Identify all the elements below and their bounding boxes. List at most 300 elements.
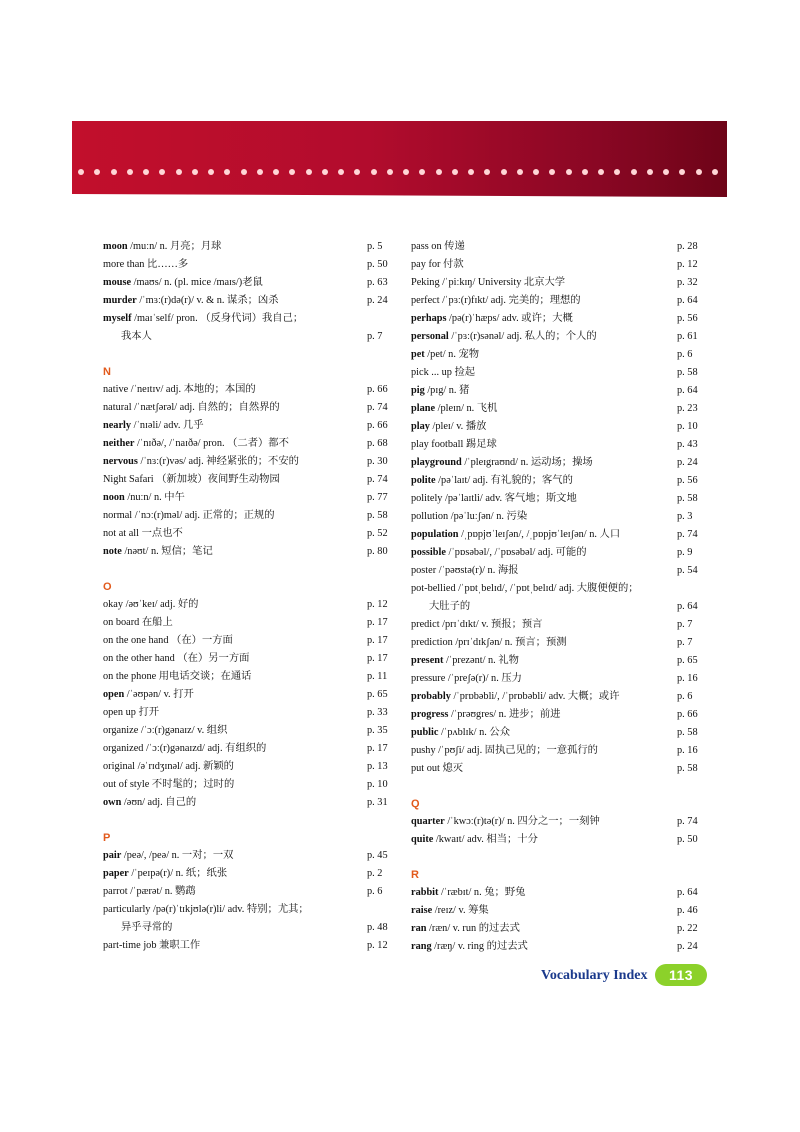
entry-definition: on board 在船上: [103, 617, 173, 628]
entry-definition: /ˈkwɔː(r)tə(r)/ n. 四分之一；一刻钟: [444, 816, 600, 827]
index-entry: [103, 435, 391, 453]
page-reference: p. 50: [677, 834, 698, 845]
index-entry: [411, 670, 701, 688]
banner-dot: [354, 169, 360, 175]
entry-line: [411, 816, 600, 827]
page-reference: p. 24: [367, 295, 388, 306]
page-reference: p. 17: [367, 743, 388, 754]
entry-definition: organized /ˈɔː(r)gənaɪzd/ adj. 有组织的: [103, 743, 267, 754]
entry-definition: natural /ˈnætʃərəl/ adj. 自然的；自然界的: [103, 402, 280, 413]
entry-line: [411, 745, 598, 756]
headword: rang: [411, 941, 432, 952]
entry-text: [411, 938, 677, 956]
entry-line: [411, 727, 510, 738]
banner-dot: [306, 169, 312, 175]
page-reference: p. 16: [677, 673, 698, 684]
page-reference: p. 56: [677, 313, 698, 324]
index-entry: [411, 634, 701, 652]
entry-line: [103, 546, 213, 557]
entry-line: [411, 439, 497, 450]
headword: polite: [411, 475, 436, 486]
entry-definition: Peking /ˈpiːkɪŋ/ University 北京大学: [411, 277, 566, 288]
entry-line: [411, 565, 518, 576]
index-entry: [411, 526, 701, 544]
entry-text: [411, 472, 677, 490]
entry-line: [411, 834, 538, 845]
headword: possible: [411, 547, 446, 558]
banner-dot: [94, 169, 100, 175]
entry-line: [103, 707, 159, 718]
page-number: 113: [668, 967, 694, 983]
page-reference: p. 28: [677, 241, 698, 252]
index-entry: [411, 508, 701, 526]
index-entry: [103, 507, 391, 525]
entry-line: [103, 904, 309, 915]
page-reference: p. 6: [677, 691, 693, 702]
entry-definition: okay /əʊˈkeɪ/ adj. 好的: [103, 599, 199, 610]
page-reference: p. 64: [677, 601, 698, 612]
banner-dot: [582, 169, 588, 175]
page-reference: p. 2: [367, 868, 383, 879]
entry-line: [103, 420, 204, 431]
entry-continuation: 异乎寻常的: [121, 922, 173, 933]
header-banner: [72, 121, 727, 197]
index-entry: [411, 902, 701, 920]
entry-line: [411, 619, 542, 630]
entry-definition: /pɪg/ n. 猪: [424, 385, 470, 396]
entry-line: [103, 277, 263, 288]
page-reference: p. 58: [677, 493, 698, 504]
page-reference: p. 13: [367, 761, 388, 772]
entry-definition: /reɪz/ v. 筹集: [432, 905, 489, 916]
entry-definition: /nəʊt/ n. 短信；笔记: [121, 546, 213, 557]
page-reference: p. 64: [677, 385, 698, 396]
entry-line: [411, 511, 527, 522]
entry-definition: on the phone 用电话交谈；在通话: [103, 671, 252, 682]
entry-definition: part-time job 兼职工作: [103, 940, 201, 951]
entry-line: [103, 474, 280, 485]
entry-text: [411, 562, 677, 580]
entry-text: [411, 526, 677, 544]
index-entry: [103, 883, 391, 901]
entry-definition: /pə(r)ˈhæps/ adv. 或许；大概: [446, 313, 573, 324]
entry-text: [411, 292, 677, 310]
entry-definition: /maʊs/ n. (pl. mice /maɪs/)老鼠: [131, 277, 263, 288]
entry-text: [103, 453, 367, 471]
index-entry: [103, 417, 391, 435]
entry-text: [411, 454, 677, 472]
index-entry: [411, 831, 701, 849]
page-reference: p. 48: [367, 922, 388, 933]
index-entry: [411, 310, 701, 328]
page-reference: p. 43: [677, 439, 698, 450]
page-reference: p. 35: [367, 725, 388, 736]
page-number-badge: [655, 964, 707, 986]
page-reference: p. 24: [677, 457, 698, 468]
entry-definition: parrot /ˈpærət/ n. 鹦鹉: [103, 886, 196, 897]
entry-line: [103, 384, 256, 395]
index-entry: [103, 668, 391, 686]
page-reference: p. 12: [677, 259, 698, 270]
entry-line: [103, 797, 196, 808]
entry-text: [411, 508, 677, 526]
entry-text: [411, 364, 677, 382]
entry-definition: pay for 付款: [411, 259, 464, 270]
entry-line: [103, 886, 196, 897]
entry-line: [411, 529, 620, 540]
headword: raise: [411, 905, 433, 916]
entry-text: [103, 507, 367, 525]
entry-text: [411, 436, 677, 454]
entry-text: [411, 831, 677, 849]
page-reference: p. 46: [677, 905, 698, 916]
page-reference: p. 10: [367, 779, 388, 790]
entry-line: [411, 295, 581, 306]
banner-dot: [452, 169, 458, 175]
index-entry: [411, 238, 701, 256]
index-entry: [103, 776, 391, 794]
banner-dot: [517, 169, 523, 175]
entry-text: [411, 724, 677, 742]
page-reference: p. 65: [677, 655, 698, 666]
entry-line: [103, 689, 194, 700]
index-entry: [411, 454, 701, 472]
entry-line: [103, 510, 275, 521]
page-reference: p. 65: [367, 689, 388, 700]
entry-text: [411, 256, 677, 274]
entry-line: [103, 295, 279, 306]
entry-text: [411, 760, 677, 778]
entry-line: [103, 725, 227, 736]
entry-text: [411, 670, 677, 688]
headword: public: [411, 727, 439, 738]
entry-text: [411, 238, 677, 256]
entry-text: [103, 740, 367, 758]
index-column-left: [103, 238, 391, 955]
entry-definition: normal /ˈnɔː(r)məl/ adj. 正常的；正规的: [103, 510, 275, 521]
entry-definition: /ˈpɜː(r)sənəl/ adj. 私人的；个人的: [448, 331, 597, 342]
entry-line: [411, 923, 520, 934]
page-reference: p. 23: [677, 403, 698, 414]
entry-text: [103, 238, 367, 256]
entry-text: [103, 525, 367, 543]
page-reference: p. 7: [367, 331, 383, 342]
page-reference: p. 22: [677, 923, 698, 934]
index-entry: [411, 436, 701, 454]
banner-dot: [631, 169, 637, 175]
page-reference: p. 50: [367, 259, 388, 270]
entry-text: [411, 544, 677, 562]
entry-line: [103, 743, 266, 754]
entry-line: [411, 547, 587, 558]
page-reference: p. 66: [677, 709, 698, 720]
entry-text: [411, 742, 677, 760]
entry-text: [103, 722, 367, 740]
page-reference: p. 17: [367, 653, 388, 664]
entry-continuation: 大肚子的: [429, 601, 471, 612]
page-reference: p. 80: [367, 546, 388, 557]
entry-definition: organize /ˈɔː(r)gənaɪz/ v. 组织: [103, 725, 228, 736]
section-letter: O: [103, 581, 112, 593]
entry-definition: play football 踢足球: [411, 439, 497, 450]
banner-dot: [598, 169, 604, 175]
entry-text: [103, 847, 367, 865]
index-column-right: [411, 238, 701, 956]
entry-text: [103, 489, 367, 507]
page-reference: p. 12: [367, 940, 388, 951]
index-entry: [103, 292, 391, 310]
page-reference: p. 56: [677, 475, 698, 486]
page-reference: p. 33: [367, 707, 388, 718]
entry-line: [103, 635, 233, 646]
headword: pet: [411, 349, 425, 360]
banner-dot: [208, 169, 214, 175]
headword: note: [103, 546, 122, 557]
page-reference: p. 52: [367, 528, 388, 539]
banner-dot: [111, 169, 117, 175]
entry-line: [103, 617, 173, 628]
banner-dot: [549, 169, 555, 175]
index-entry: [411, 580, 701, 616]
page-reference: p. 7: [677, 619, 693, 630]
entry-definition: /ˈræbɪt/ n. 兔；野兔: [438, 887, 526, 898]
page-reference: p. 6: [367, 886, 383, 897]
entry-line: [411, 259, 464, 270]
entry-text: [103, 399, 367, 417]
page-reference: p. 74: [367, 402, 388, 413]
entry-definition: /ˈprɒbəbli/, /ˈprɒbəbli/ adv. 大概；或许: [450, 691, 620, 702]
headword: playground: [411, 457, 462, 468]
headword: myself: [103, 313, 132, 324]
entry-definition: pressure /ˈpreʃə(r)/ n. 压力: [411, 673, 522, 684]
entry-text: [103, 704, 367, 722]
headword: plane: [411, 403, 436, 414]
banner-dot: [468, 169, 474, 175]
entry-definition: poster /ˈpəʊstə(r)/ n. 海报: [411, 565, 519, 576]
banner-dot: [696, 169, 702, 175]
banner-dot: [501, 169, 507, 175]
page-reference: p. 64: [677, 887, 698, 898]
index-entry: [103, 865, 391, 883]
entry-text: [411, 418, 677, 436]
banner-dot: [322, 169, 328, 175]
index-entry: [411, 938, 701, 956]
entry-continuation: 我本人: [121, 331, 152, 342]
banner-dot: [159, 169, 165, 175]
entry-text: [103, 274, 367, 292]
banner-dot: [484, 169, 490, 175]
index-entry: [411, 760, 701, 778]
index-entry: [411, 652, 701, 670]
entry-definition: /ræŋ/ v. ring 的过去式: [431, 941, 528, 952]
banner-dot-row: [78, 168, 718, 176]
index-entry: [103, 238, 391, 256]
banner-dot: [663, 169, 669, 175]
entry-text: [411, 634, 677, 652]
headword: mouse: [103, 277, 132, 288]
entry-text: [411, 580, 677, 616]
headword: progress: [411, 709, 449, 720]
entry-line: [411, 349, 479, 360]
entry-definition: /ˈpɒsəbəl/, /ˈpɒsəbəl/ adj. 可能的: [445, 547, 587, 558]
page-reference: p. 54: [677, 565, 698, 576]
entry-line: [103, 528, 183, 539]
entry-text: [103, 865, 367, 883]
index-entry: [411, 813, 701, 831]
index-entry: [103, 525, 391, 543]
index-entry: [411, 400, 701, 418]
entry-text: [103, 596, 367, 614]
index-entry: [411, 274, 701, 292]
headword: pair: [103, 850, 122, 861]
entry-line: [411, 313, 573, 324]
entry-definition: put out 熄灭: [411, 763, 464, 774]
index-entry: [411, 490, 701, 508]
entry-definition: Night Safari （新加坡）夜间野生动物园: [103, 474, 280, 485]
headword: present: [411, 655, 444, 666]
entry-definition: politely /pəˈlaɪtli/ adv. 客气地；斯文地: [411, 493, 577, 504]
entry-definition: perfect /ˈpɜː(r)fɪkt/ adj. 完美的；理想的: [411, 295, 581, 306]
headword: population: [411, 529, 459, 540]
entry-line: [411, 385, 469, 396]
entry-text: [411, 706, 677, 724]
banner-dot: [192, 169, 198, 175]
page-reference: p. 61: [677, 331, 698, 342]
entry-text: [411, 274, 677, 292]
banner-dot: [224, 169, 230, 175]
entry-line: [103, 402, 280, 413]
entry-text: [411, 813, 677, 831]
index-entry: [103, 901, 391, 937]
entry-definition: /ˈprəʊgres/ n. 进步；前进: [448, 709, 561, 720]
page-reference: p. 68: [367, 438, 388, 449]
entry-definition: particularly /pə(r)ˈtɪkjʊlə(r)li/ adv. 特别；尤其；: [103, 904, 309, 915]
entry-definition: /ˈnɪðə/, /ˈnaɪðə/ pron. （二者）都不: [134, 438, 289, 449]
entry-definition: not at all 一点也不: [103, 528, 183, 539]
page-reference: p. 16: [677, 745, 698, 756]
page-reference: p. 74: [677, 529, 698, 540]
entry-definition: /kwaɪt/ adv. 相当；十分: [433, 834, 538, 845]
index-entry: [411, 418, 701, 436]
page-reference: p. 12: [367, 599, 388, 610]
entry-definition: /əʊn/ adj. 自己的: [121, 797, 197, 808]
headword: pig: [411, 385, 425, 396]
entry-definition: /muːn/ n. 月亮；月球: [127, 241, 222, 252]
entry-definition: /ˈnɜː(r)vəs/ adj. 神经紧张的；不安的: [137, 456, 299, 467]
entry-line: [411, 941, 528, 952]
index-entry: [103, 847, 391, 865]
banner-dot: [533, 169, 539, 175]
index-entry: [411, 544, 701, 562]
entry-definition: /ˈpʌblɪk/ n. 公众: [438, 727, 510, 738]
entry-text: [103, 471, 367, 489]
entry-text: [103, 292, 367, 310]
entry-line: [411, 673, 522, 684]
entry-line: [411, 421, 486, 432]
entry-line: [411, 493, 577, 504]
index-entry: [103, 758, 391, 776]
page-reference: p. 64: [677, 295, 698, 306]
index-entry: [103, 274, 391, 292]
page-reference: p. 3: [677, 511, 693, 522]
index-entry: [103, 399, 391, 417]
entry-line: [411, 277, 565, 288]
entry-text: [103, 381, 367, 399]
page-reference: p. 74: [367, 474, 388, 485]
entry-text: [411, 310, 677, 328]
headword: paper: [103, 868, 129, 879]
headword: neither: [103, 438, 135, 449]
entry-text: [103, 758, 367, 776]
entry-text: [103, 937, 367, 955]
entry-text: [411, 400, 677, 418]
page-reference: p. 17: [367, 635, 388, 646]
entry-line: [411, 637, 567, 648]
entry-definition: /maɪˈself/ pron. （反身代词）我自己；: [131, 313, 304, 324]
entry-definition: out of style 不时髦的；过时的: [103, 779, 235, 790]
index-entry: [411, 364, 701, 382]
headword: moon: [103, 241, 128, 252]
entry-line: [411, 709, 560, 720]
entry-definition: /ræn/ v. run 的过去式: [426, 923, 520, 934]
index-entry: [411, 382, 701, 400]
banner-dot: [371, 169, 377, 175]
index-entry: [103, 722, 391, 740]
entry-definition: /ˈəʊpən/ v. 打开: [124, 689, 194, 700]
banner-dot: [647, 169, 653, 175]
page-reference: p. 31: [367, 797, 388, 808]
entry-text: [103, 686, 367, 704]
entry-text: [103, 668, 367, 686]
entry-definition: on the other hand （在）另一方面: [103, 653, 250, 664]
page-reference: p. 11: [367, 671, 388, 682]
index-entry: [411, 884, 701, 902]
entry-definition: more than 比……多: [103, 259, 189, 270]
entry-text: [411, 346, 677, 364]
index-entry: [103, 381, 391, 399]
banner-dot: [241, 169, 247, 175]
index-entry: [103, 686, 391, 704]
entry-line: [411, 905, 489, 916]
footer-title: Vocabulary Index: [541, 968, 648, 983]
headword: own: [103, 797, 122, 808]
entry-text: [103, 614, 367, 632]
page-reference: p. 10: [677, 421, 698, 432]
index-entry: [103, 453, 391, 471]
entry-definition: /ˈpleɪgraʊnd/ n. 运动场；操场: [461, 457, 593, 468]
page-reference: p. 30: [367, 456, 388, 467]
entry-text: [103, 776, 367, 794]
entry-definition: prediction /prɪˈdɪkʃən/ n. 预言；预测: [411, 637, 567, 648]
page-reference: p. 17: [367, 617, 388, 628]
entry-line: [103, 761, 234, 772]
entry-text: [103, 435, 367, 453]
headword: nervous: [103, 456, 138, 467]
headword: probably: [411, 691, 451, 702]
page-reference: p. 58: [677, 727, 698, 738]
entry-text: [411, 652, 677, 670]
entry-text: [411, 688, 677, 706]
index-entry: [411, 688, 701, 706]
entry-definition: /peə/, /peə/ n. 一对；一双: [121, 850, 234, 861]
index-entry: [411, 920, 701, 938]
section-letter: R: [411, 869, 419, 881]
index-entry: [411, 472, 701, 490]
entry-definition: pot-bellied /ˈpɒtˌbelɪd/, /ˈpɒtˌbelɪd/ adj. 大腹便便的；: [411, 583, 639, 594]
entry-line: [103, 438, 289, 449]
banner-dot: [289, 169, 295, 175]
entry-line: [103, 456, 299, 467]
